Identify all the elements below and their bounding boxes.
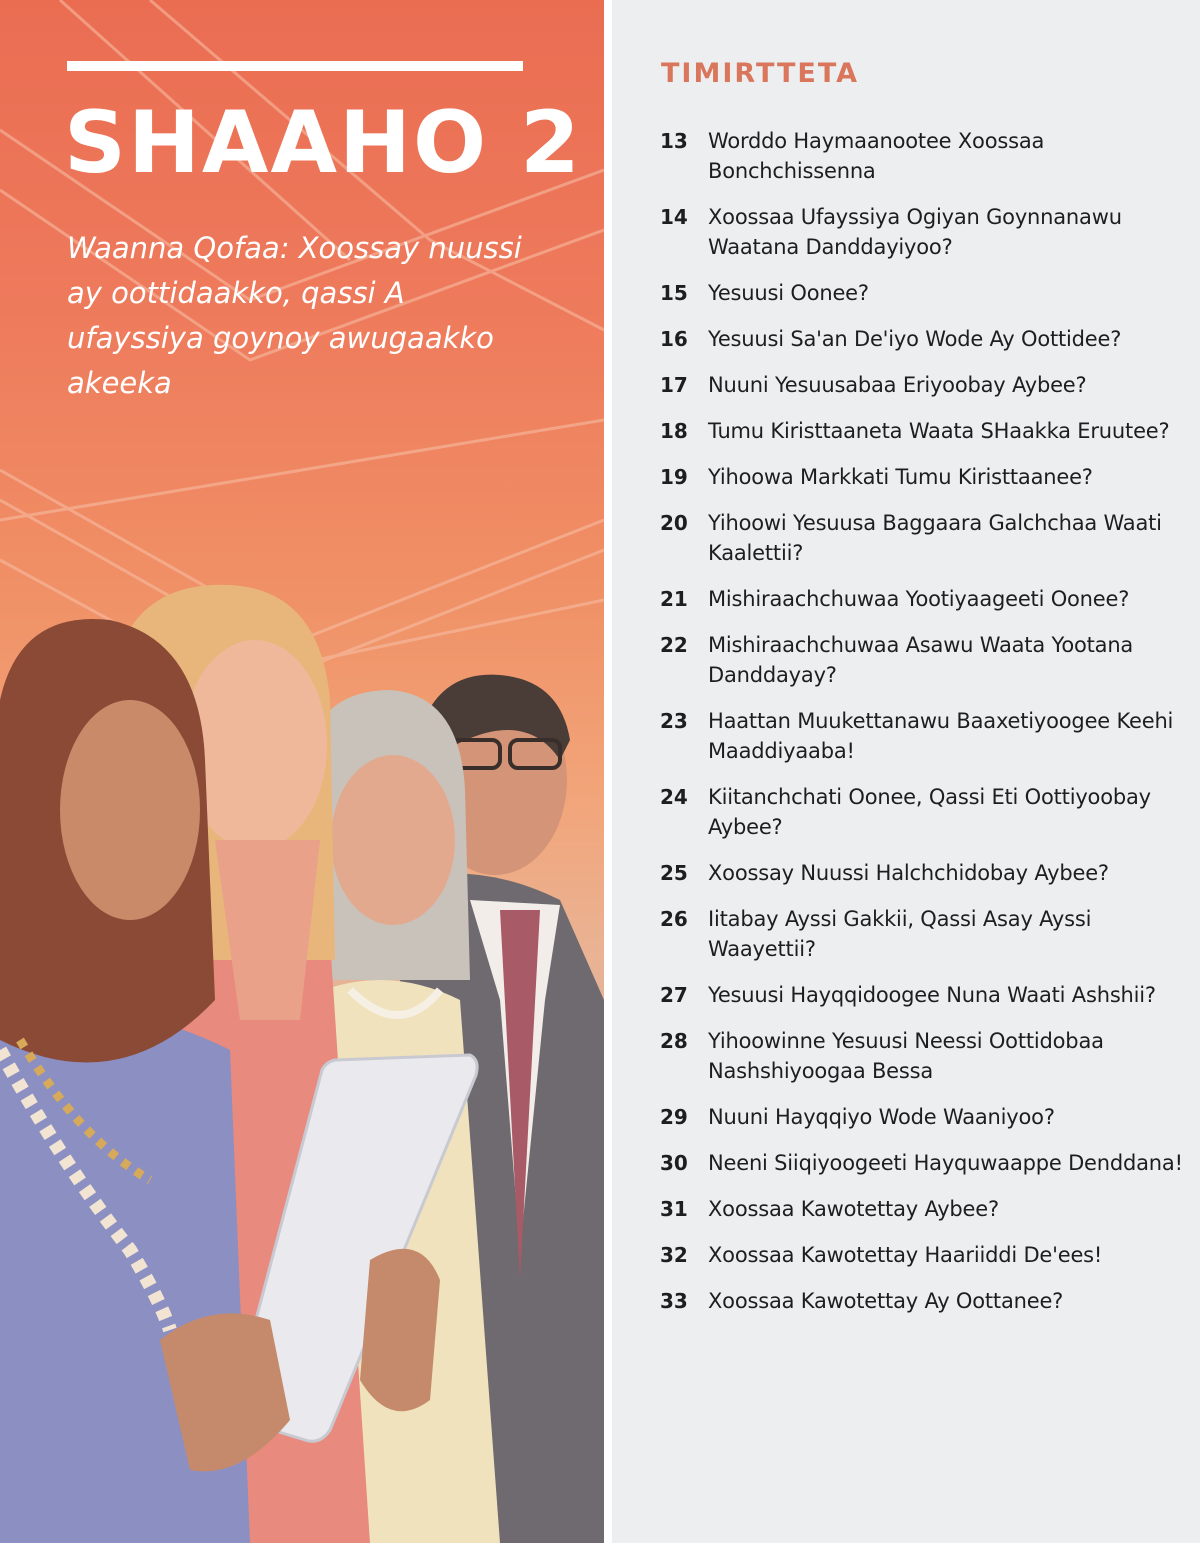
lesson-title: Xoossay Nuussi Halchchidobay Aybee? — [708, 861, 1109, 885]
lesson-title: Xoossaa Ufayssiya Ogiyan Goynnanawu Waatana Danddayiyoo? — [708, 205, 1122, 259]
lesson-number: 27 — [660, 983, 688, 1007]
lesson-item[interactable] — [660, 324, 1190, 354]
lesson-item[interactable] — [660, 1286, 1190, 1316]
part-title: SHAAHO 2 — [64, 93, 582, 193]
lesson-item[interactable] — [660, 1026, 1190, 1086]
lesson-number: 32 — [660, 1243, 688, 1267]
lesson-item[interactable] — [660, 904, 1190, 964]
title-rule — [67, 61, 523, 71]
contents-panel — [612, 0, 1200, 1543]
lesson-title: Yesuusi Sa'an De'iyo Wode Ay Oottidee? — [708, 327, 1122, 351]
lesson-title: Mishiraachchuwaa Asawu Waata Yootana Danddayay? — [708, 633, 1134, 687]
lesson-item[interactable] — [660, 1148, 1190, 1178]
lesson-item[interactable] — [660, 278, 1190, 308]
lesson-title: Tumu Kiristtaaneta Waata SHaakka Eruutee? — [708, 419, 1170, 443]
lesson-title: Xoossaa Kawotettay Ay Oottanee? — [708, 1289, 1064, 1313]
lesson-item[interactable] — [660, 126, 1190, 186]
lesson-item[interactable] — [660, 370, 1190, 400]
lesson-number: 26 — [660, 907, 688, 931]
lesson-number: 16 — [660, 327, 688, 351]
lesson-item[interactable] — [660, 980, 1190, 1010]
lesson-number: 13 — [660, 129, 688, 153]
lesson-title: Kiitanchchati Oonee, Qassi Eti Oottiyoobay Aybee? — [708, 785, 1151, 839]
lesson-number: 17 — [660, 373, 688, 397]
lesson-number: 22 — [660, 633, 688, 657]
lesson-title: Yihoowi Yesuusa Baggaara Galchchaa Waati Kaalettii? — [708, 511, 1162, 565]
lesson-number: 29 — [660, 1105, 688, 1129]
lesson-title: Yesuusi Hayqqidoogee Nuna Waati Ashshii? — [708, 983, 1156, 1007]
lesson-item[interactable] — [660, 1194, 1190, 1224]
lesson-title: Yihoowinne Yesuusi Neessi Oottidobaa Nashshiyoogaa Bessa — [708, 1029, 1104, 1083]
lesson-number: 33 — [660, 1289, 688, 1313]
lesson-item[interactable] — [660, 1240, 1190, 1270]
panel-divider — [604, 0, 612, 1543]
lesson-title: Nuuni Yesuusabaa Eriyoobay Aybee? — [708, 373, 1087, 397]
lesson-number: 24 — [660, 785, 688, 809]
lesson-item[interactable] — [660, 416, 1190, 446]
part-subtitle: Waanna Qofaa: Xoossay nuussi ay oottidaakko, qassi A ufayssiya goynoy awugaakko akeeka — [67, 231, 522, 400]
lesson-number: 23 — [660, 709, 688, 733]
lesson-item[interactable] — [660, 1102, 1190, 1132]
lesson-item[interactable] — [660, 202, 1190, 262]
lesson-item[interactable] — [660, 462, 1190, 492]
lesson-item[interactable] — [660, 706, 1190, 766]
lesson-number: 21 — [660, 587, 688, 611]
lesson-title: Xoossaa Kawotettay Haariiddi De'ees! — [708, 1243, 1103, 1267]
lesson-number: 30 — [660, 1151, 688, 1175]
lesson-list — [660, 126, 1190, 1332]
lesson-title: Nuuni Hayqqiyo Wode Waaniyoo? — [708, 1105, 1055, 1129]
lesson-title: Neeni Siiqiyoogeeti Hayquwaappe Denddana! — [708, 1151, 1183, 1175]
lesson-number: 19 — [660, 465, 688, 489]
lesson-number: 15 — [660, 281, 688, 305]
lesson-item[interactable] — [660, 584, 1190, 614]
lesson-title: Iitabay Ayssi Gakkii, Qassi Asay Ayssi Waayettii? — [708, 907, 1092, 961]
lesson-title: Worddo Haymaanootee Xoossaa Bonchchissenna — [708, 129, 1045, 183]
lesson-title: Haattan Muukettanawu Baaxetiyoogee Keehi Maaddiyaaba! — [708, 709, 1174, 763]
lesson-title: Yesuusi Oonee? — [708, 281, 869, 305]
lesson-item[interactable] — [660, 630, 1190, 690]
lesson-number: 31 — [660, 1197, 688, 1221]
lesson-item[interactable] — [660, 858, 1190, 888]
lesson-item[interactable] — [660, 508, 1190, 568]
contents-heading: TIMIRTTETA — [661, 58, 860, 89]
lesson-number: 25 — [660, 861, 688, 885]
lesson-number: 14 — [660, 205, 688, 229]
lesson-number: 20 — [660, 511, 688, 535]
lesson-title: Xoossaa Kawotettay Aybee? — [708, 1197, 999, 1221]
lesson-title: Yihoowa Markkati Tumu Kiristtaanee? — [708, 465, 1093, 489]
lesson-title: Mishiraachchuwaa Yootiyaageeti Oonee? — [708, 587, 1130, 611]
lesson-number: 18 — [660, 419, 688, 443]
lesson-number: 28 — [660, 1029, 688, 1053]
lesson-item[interactable] — [660, 782, 1190, 842]
